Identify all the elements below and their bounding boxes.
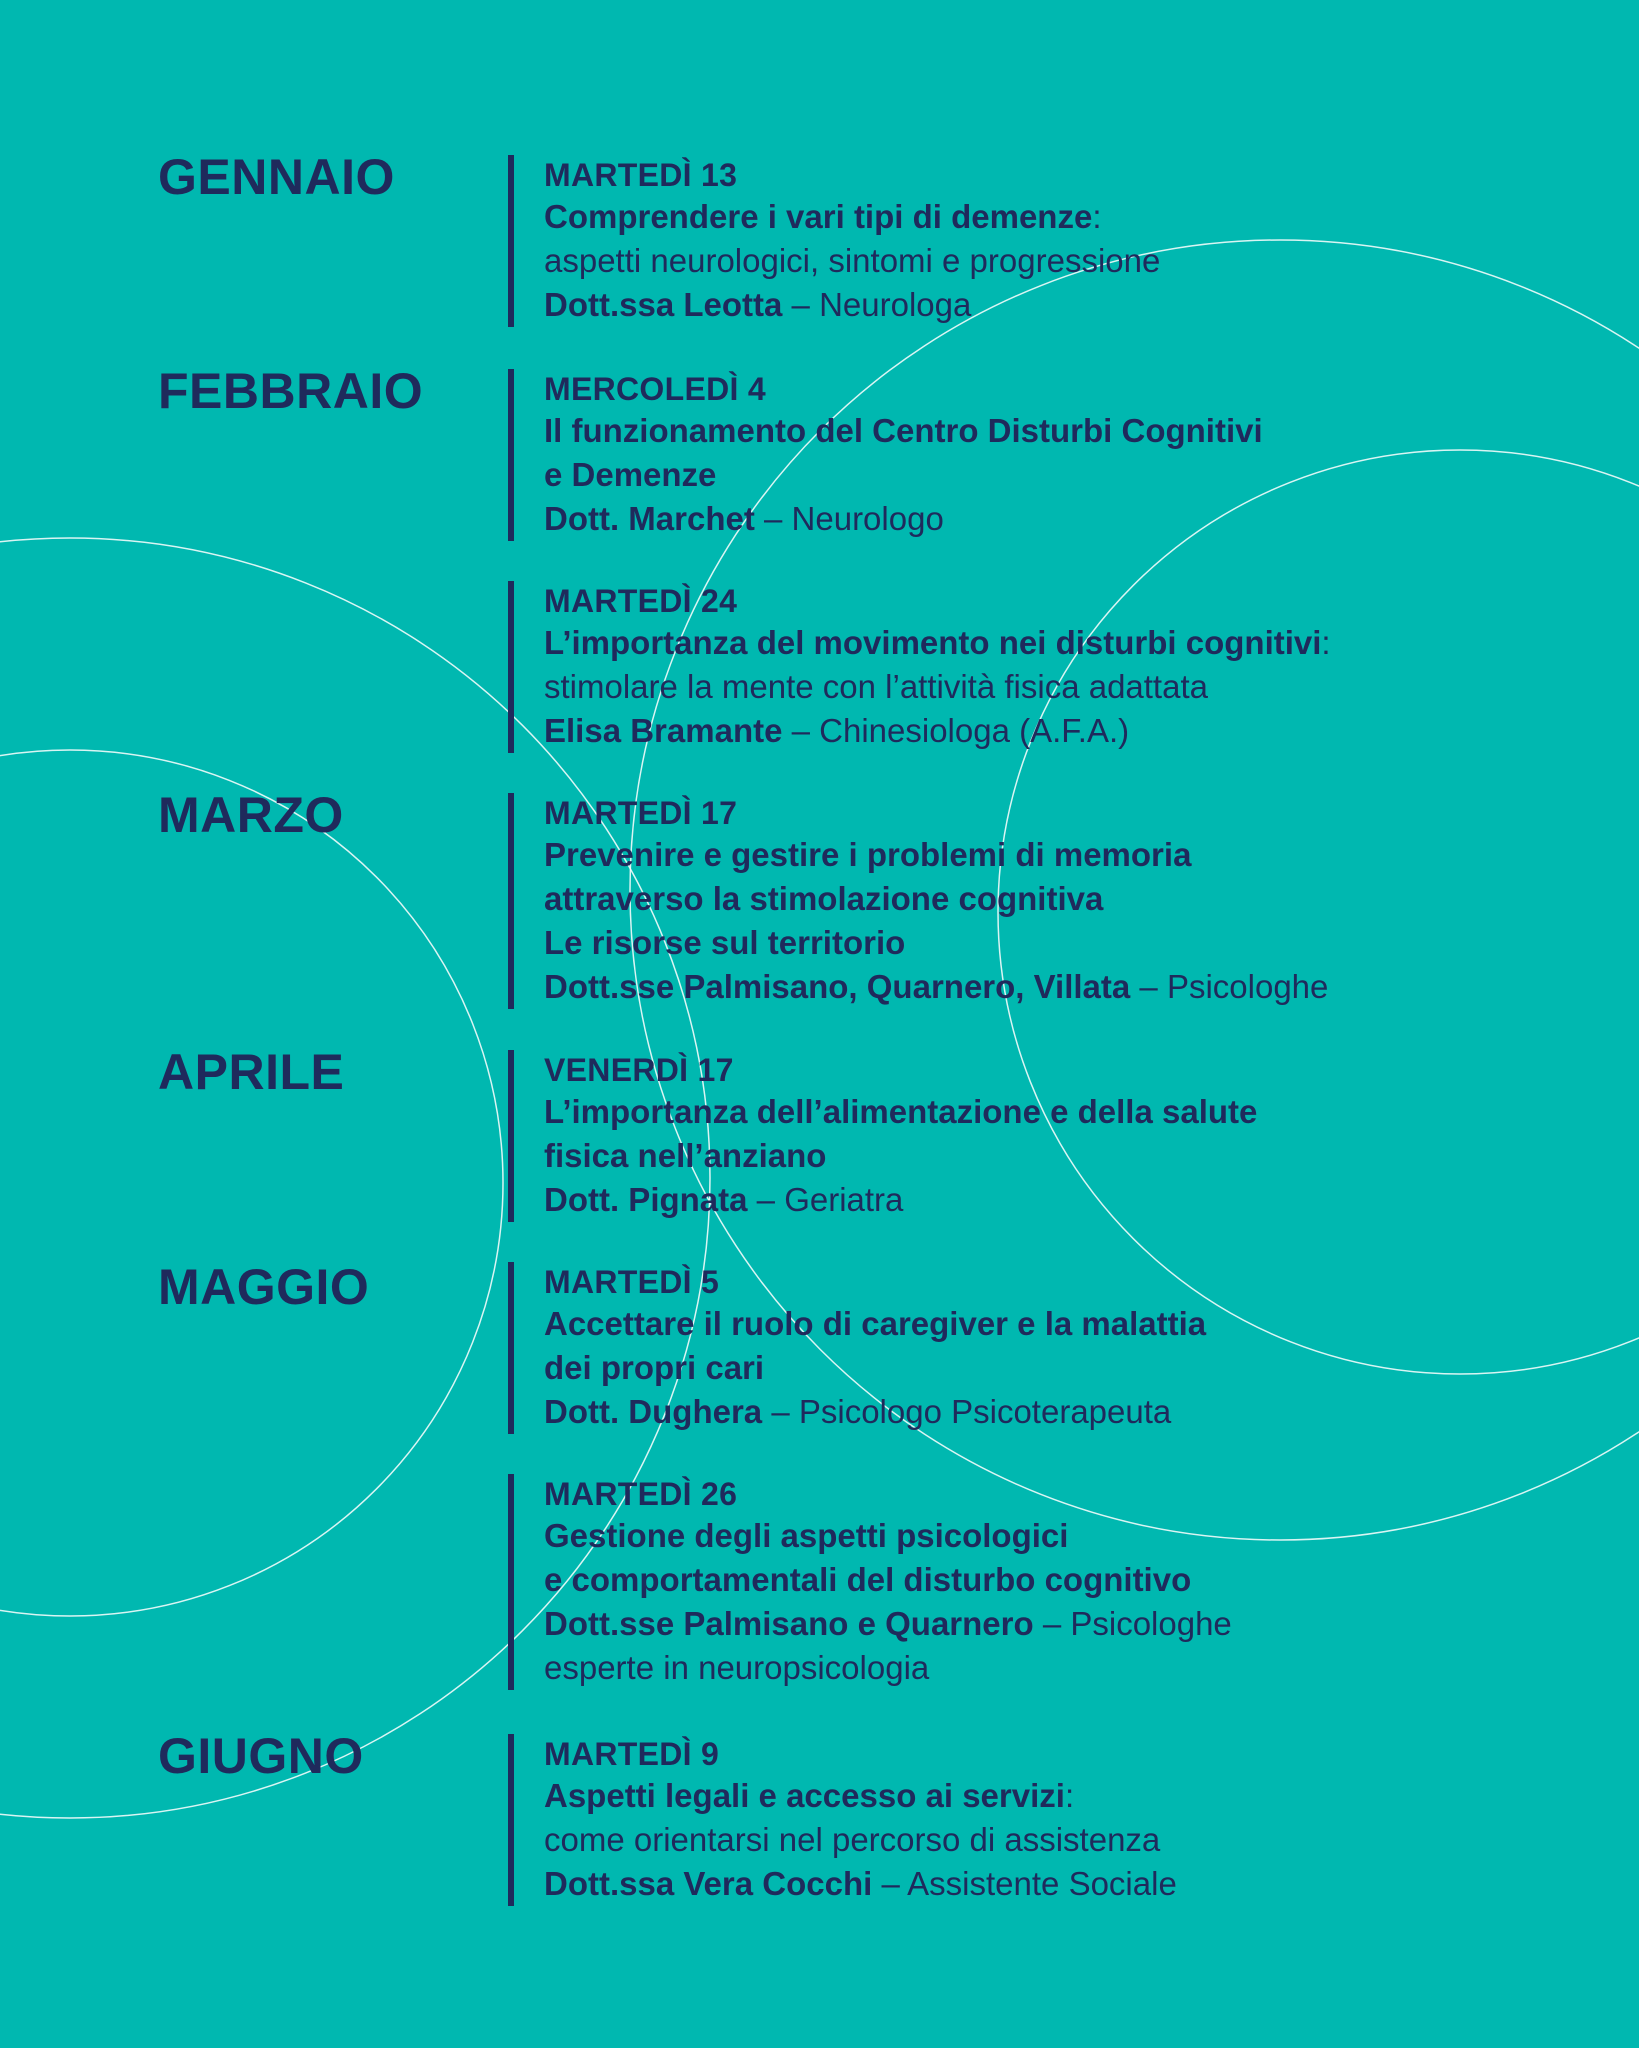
event-text-bold: Dott.sse Palmisano e Quarnero — [544, 1605, 1034, 1642]
event-text-bold: Dott. Dughera — [544, 1393, 763, 1430]
event-text-regular: stimolare la mente con l’attività fisica adattata — [544, 668, 1208, 705]
event-date: MARTEDÌ 24 — [544, 583, 738, 619]
event-line — [544, 1178, 1604, 1222]
event-text-regular: – Neurologo — [754, 500, 944, 537]
event-line — [544, 1818, 1604, 1862]
event-line — [544, 497, 1604, 541]
event-line — [544, 1514, 1604, 1558]
event-date: MARTEDÌ 5 — [544, 1264, 720, 1300]
event-item — [508, 1734, 1604, 1906]
event-line — [544, 621, 1604, 665]
event-line — [544, 665, 1604, 709]
event-text-regular: : — [1321, 624, 1331, 661]
event-item — [508, 581, 1604, 753]
event-date: MARTEDÌ 26 — [544, 1476, 738, 1512]
event-line — [544, 921, 1604, 965]
event-line — [544, 195, 1604, 239]
event-text-bold: Comprendere i vari tipi di demenze — [544, 198, 1093, 235]
event-date: VENERDÌ 17 — [544, 1052, 734, 1088]
month-april: APRILE — [158, 1044, 345, 1100]
month-june: GIUGNO — [158, 1728, 364, 1784]
event-item — [508, 369, 1604, 541]
event-text-bold: Dott.ssa Vera Cocchi — [544, 1865, 873, 1902]
event-line — [544, 877, 1604, 921]
event-text-regular: : — [1092, 198, 1102, 235]
event-line — [544, 1646, 1604, 1690]
event-date: MARTEDÌ 13 — [544, 157, 738, 193]
month-february: FEBBRAIO — [158, 363, 424, 419]
event-text-bold: Dott. Marchet — [544, 500, 755, 537]
event-text-bold: Gestione degli aspetti psicologici — [544, 1517, 1069, 1554]
event-date: MERCOLEDÌ 4 — [544, 371, 766, 407]
event-item — [508, 1050, 1604, 1222]
event-line — [544, 409, 1604, 453]
event-text-bold: e Demenze — [544, 456, 717, 493]
event-line — [544, 1862, 1604, 1906]
event-text-bold: L’importanza dell’alimentazione e della salute — [544, 1093, 1258, 1130]
event-text-bold: L’importanza del movimento nei disturbi cognitivi — [544, 624, 1322, 661]
month-january: GENNAIO — [158, 149, 395, 205]
event-text-bold: dei propri cari — [544, 1349, 765, 1386]
event-line — [544, 1602, 1604, 1646]
event-text-bold: Dott. Pignata — [544, 1181, 748, 1218]
event-line — [544, 453, 1604, 497]
event-line — [544, 1390, 1604, 1434]
event-line — [544, 833, 1604, 877]
event-text-bold: Dott.sse Palmisano, Quarnero, Villata — [544, 968, 1131, 1005]
event-item — [508, 155, 1604, 327]
event-text-bold: Le risorse sul territorio — [544, 924, 906, 961]
event-text-bold: Elisa Bramante — [544, 712, 783, 749]
event-text-regular: esperte in neuropsicologia — [544, 1649, 930, 1686]
event-text-bold: attraverso la stimolazione cognitiva — [544, 880, 1104, 917]
event-item — [508, 1262, 1604, 1434]
event-text-bold: Accettare il ruolo di caregiver e la malattia — [544, 1305, 1207, 1342]
event-item — [508, 793, 1604, 1009]
event-text-regular: – Neurologa — [782, 286, 972, 323]
event-text-bold: Il funzionamento del Centro Disturbi Cognitivi — [544, 412, 1263, 449]
event-text-regular: – Geriatra — [747, 1181, 904, 1218]
event-text-bold: Prevenire e gestire i problemi di memoria — [544, 836, 1192, 873]
event-text-regular: – Assistente Sociale — [872, 1865, 1177, 1902]
month-may: MAGGIO — [158, 1259, 370, 1315]
event-text-bold: fisica nell’anziano — [544, 1137, 827, 1174]
month-march: MARZO — [158, 787, 344, 843]
event-text-regular: – Psicologhe — [1130, 968, 1329, 1005]
event-line — [544, 1346, 1604, 1390]
event-line — [544, 1090, 1604, 1134]
event-text-regular: – Chinesiologa (A.F.A.) — [782, 712, 1130, 749]
event-text-regular: : — [1064, 1777, 1075, 1814]
event-line — [544, 1302, 1604, 1346]
event-date: MARTEDÌ 17 — [544, 795, 738, 831]
event-line — [544, 965, 1604, 1009]
event-line — [544, 239, 1604, 283]
event-text-regular: aspetti neurologici, sintomi e progressione — [544, 242, 1161, 279]
event-line — [544, 1134, 1604, 1178]
event-line — [544, 1774, 1604, 1818]
event-text-bold: e comportamentali del disturbo cognitivo — [544, 1561, 1192, 1598]
event-text-regular: – Psicologo Psicoterapeuta — [762, 1393, 1172, 1430]
event-item — [508, 1474, 1604, 1690]
event-date: MARTEDÌ 9 — [544, 1736, 720, 1772]
event-text-bold: Aspetti legali e accesso ai servizi — [544, 1777, 1065, 1814]
deco-circle-left-small — [0, 750, 503, 1616]
event-line — [544, 1558, 1604, 1602]
event-text-regular: come orientarsi nel percorso di assistenza — [544, 1821, 1161, 1858]
event-text-regular: – Psicologhe — [1033, 1605, 1232, 1642]
event-line — [544, 283, 1604, 327]
event-line — [544, 709, 1604, 753]
event-text-bold: Dott.ssa Leotta — [544, 286, 783, 323]
